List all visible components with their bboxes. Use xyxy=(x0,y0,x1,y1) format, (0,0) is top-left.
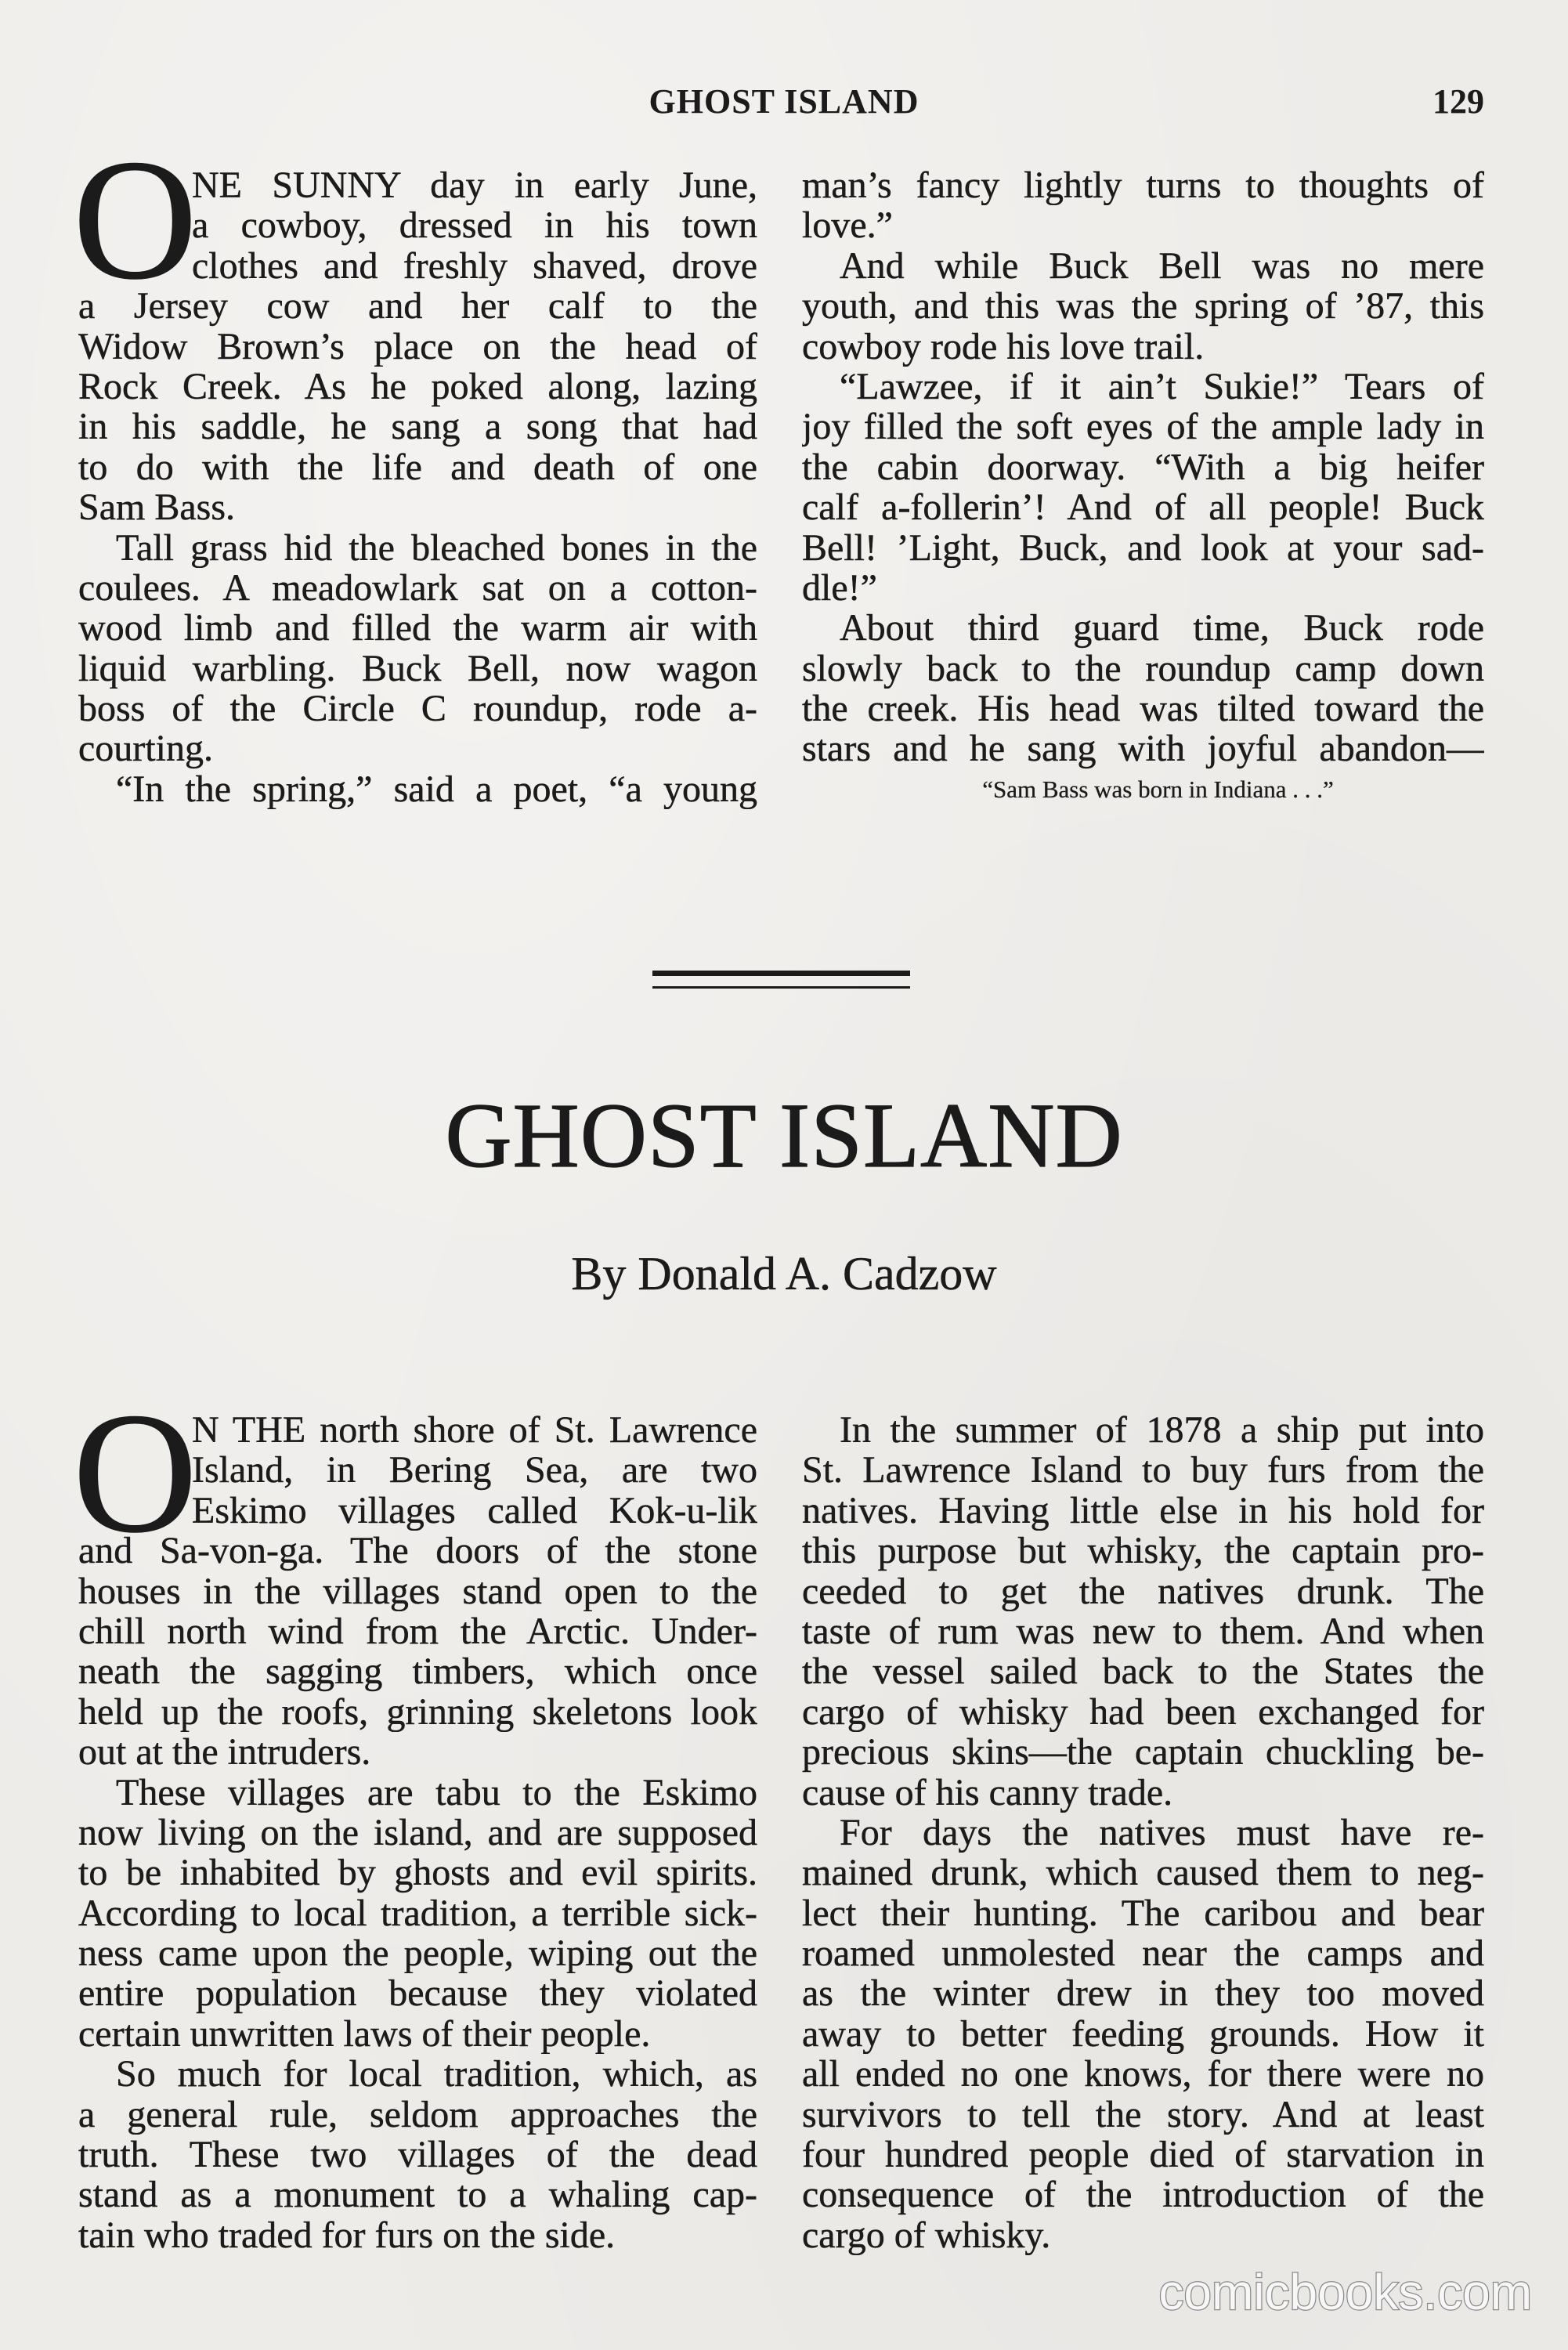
text-line: to be inhabited by ghosts and evil spirits. xyxy=(78,1853,757,1893)
text-line: cowboy rode his love trail. xyxy=(802,326,1205,367)
text-line: four hundred people died of starvation in xyxy=(802,2135,1484,2175)
text-line: dle!” xyxy=(802,567,877,609)
section-divider-thin xyxy=(652,986,910,989)
text-line: this purpose but whisky, the captain pro- xyxy=(802,1531,1484,1571)
text-line: So much for local tradition, which, as xyxy=(116,2054,757,2095)
text-line: roamed unmolested near the camps and xyxy=(802,1933,1484,1974)
text-line: courting. xyxy=(78,728,213,769)
text-line: a general rule, seldom approaches the xyxy=(78,2094,757,2135)
site-watermark: comicbooks.com xyxy=(1158,2264,1532,2320)
text-line: stand as a monument to a whaling cap- xyxy=(78,2175,757,2215)
drop-cap: O xyxy=(73,1377,197,1568)
text-line: St. Lawrence Island to buy furs from the xyxy=(802,1450,1484,1491)
text-line: ceeded to get the natives drunk. The xyxy=(802,1571,1484,1611)
text-line: taste of rum was new to them. And when xyxy=(802,1611,1484,1652)
text-line: NE SUNNY day in early June, xyxy=(192,165,757,206)
article-byline: By Donald A. Cadzow xyxy=(571,1248,997,1300)
text-line: Rock Creek. As he poked along, lazing xyxy=(78,366,757,407)
text-line: certain unwritten laws of their people. xyxy=(78,2013,651,2055)
text-line: calf a-follerin’! And of all people! Buck xyxy=(802,487,1484,528)
text-line: Eskimo villages called Kok-u-lik xyxy=(192,1490,757,1531)
text-line: Island, in Bering Sea, are two xyxy=(192,1450,757,1491)
text-line: cargo of whisky. xyxy=(802,2214,1051,2256)
left-column xyxy=(78,165,757,809)
text-line: truth. These two villages of the dead xyxy=(78,2135,757,2175)
text-line: In the summer of 1878 a ship put into xyxy=(840,1410,1484,1451)
article-title: GHOST ISLAND xyxy=(445,1084,1123,1187)
text-line: “In the spring,” said a poet, “a young xyxy=(116,768,757,810)
text-line: coulees. A meadowlark sat on a cotton- xyxy=(78,567,757,609)
text-line: lect their hunting. The caribou and bear xyxy=(802,1893,1484,1934)
running-head: GHOST ISLAND xyxy=(649,82,919,121)
text-line: joy filled the soft eyes of the ample lady in xyxy=(802,407,1484,447)
text-line: precious skins—the captain chuckling be- xyxy=(802,1732,1484,1773)
text-line: man’s fancy lightly turns to thoughts of xyxy=(802,165,1484,206)
text-line: the vessel sailed back to the States the xyxy=(802,1651,1484,1692)
text-line: all ended no one knows, for there were no xyxy=(802,2054,1484,2095)
text-line: houses in the villages stand open to the xyxy=(78,1571,757,1611)
text-line: N THE north shore of St. Lawrence xyxy=(192,1410,757,1451)
text-line: natives. Having little else in his hold for xyxy=(802,1490,1484,1531)
text-line: chill north wind from the Arctic. Under- xyxy=(78,1611,757,1652)
text-line: mained drunk, which caused them to neg- xyxy=(802,1853,1484,1893)
text-line: in his saddle, he sang a song that had xyxy=(78,407,757,447)
section-divider-thick xyxy=(652,971,910,976)
text-line: to do with the life and death of one xyxy=(78,446,757,488)
text-line: the creek. His head was tilted toward the xyxy=(802,689,1484,729)
text-line: now living on the island, and are supposed xyxy=(78,1812,757,1853)
page-number: 129 xyxy=(1433,82,1484,121)
text-line: Sam Bass. xyxy=(78,487,236,528)
text-line: About third guard time, Buck rode xyxy=(840,608,1484,649)
text-line: boss of the Circle C roundup, rode a- xyxy=(78,689,757,729)
text-line: slowly back to the roundup camp down xyxy=(802,648,1484,689)
text-line: For days the natives must have re- xyxy=(840,1812,1484,1853)
text-line: wood limb and filled the warm air with xyxy=(78,608,757,649)
drop-cap: O xyxy=(73,124,197,315)
text-line: According to local tradition, a terrible sick- xyxy=(78,1893,757,1934)
right-column xyxy=(802,1410,1484,2255)
text-line: youth, and this was the spring of ’87, this xyxy=(802,286,1484,327)
text-line: And while Buck Bell was no mere xyxy=(840,245,1484,287)
verse-quote: “Sam Bass was born in Indiana . . .” xyxy=(982,775,1334,803)
text-line: entire population because they violated xyxy=(78,1973,757,2014)
text-line: survivors to tell the story. And at least xyxy=(802,2094,1484,2135)
text-line: Bell! ’Light, Buck, and look at your sad- xyxy=(802,527,1484,568)
text-line: neath the sagging timbers, which once xyxy=(78,1651,757,1692)
text-line: Widow Brown’s place on the head of xyxy=(78,326,757,367)
left-column xyxy=(78,1410,757,2255)
text-line: consequence of the introduction of the xyxy=(802,2175,1484,2215)
right-column xyxy=(802,165,1484,809)
text-line: ness came upon the people, wiping out the xyxy=(78,1933,757,1974)
text-line: stars and he sang with joyful abandon— xyxy=(802,728,1484,769)
text-line: tain who traded for furs on the side. xyxy=(78,2214,616,2256)
text-line: as the winter drew in they too moved xyxy=(802,1973,1484,2014)
text-line: love.” xyxy=(802,205,893,246)
text-line: a Jersey cow and her calf to the xyxy=(78,286,757,327)
text-line: liquid warbling. Buck Bell, now wagon xyxy=(78,648,757,689)
text-line: held up the roofs, grinning skeletons look xyxy=(78,1691,757,1733)
text-line: and Sa-von-ga. The doors of the stone xyxy=(78,1531,757,1571)
text-line: cargo of whisky had been exchanged for xyxy=(802,1691,1484,1733)
text-line: away to better feeding grounds. How it xyxy=(802,2013,1484,2055)
text-line: a cowboy, dressed in his town xyxy=(192,205,757,246)
text-line: cause of his canny trade. xyxy=(802,1772,1173,1813)
text-line: “Lawzee, if it ain’t Sukie!” Tears of xyxy=(840,366,1484,407)
text-line: Tall grass hid the bleached bones in the xyxy=(116,527,757,568)
text-line: clothes and freshly shaved, drove xyxy=(192,245,757,287)
text-line: These villages are tabu to the Eskimo xyxy=(116,1772,757,1813)
text-line: the cabin doorway. “With a big heifer xyxy=(802,446,1484,488)
text-line: out at the intruders. xyxy=(78,1732,371,1773)
